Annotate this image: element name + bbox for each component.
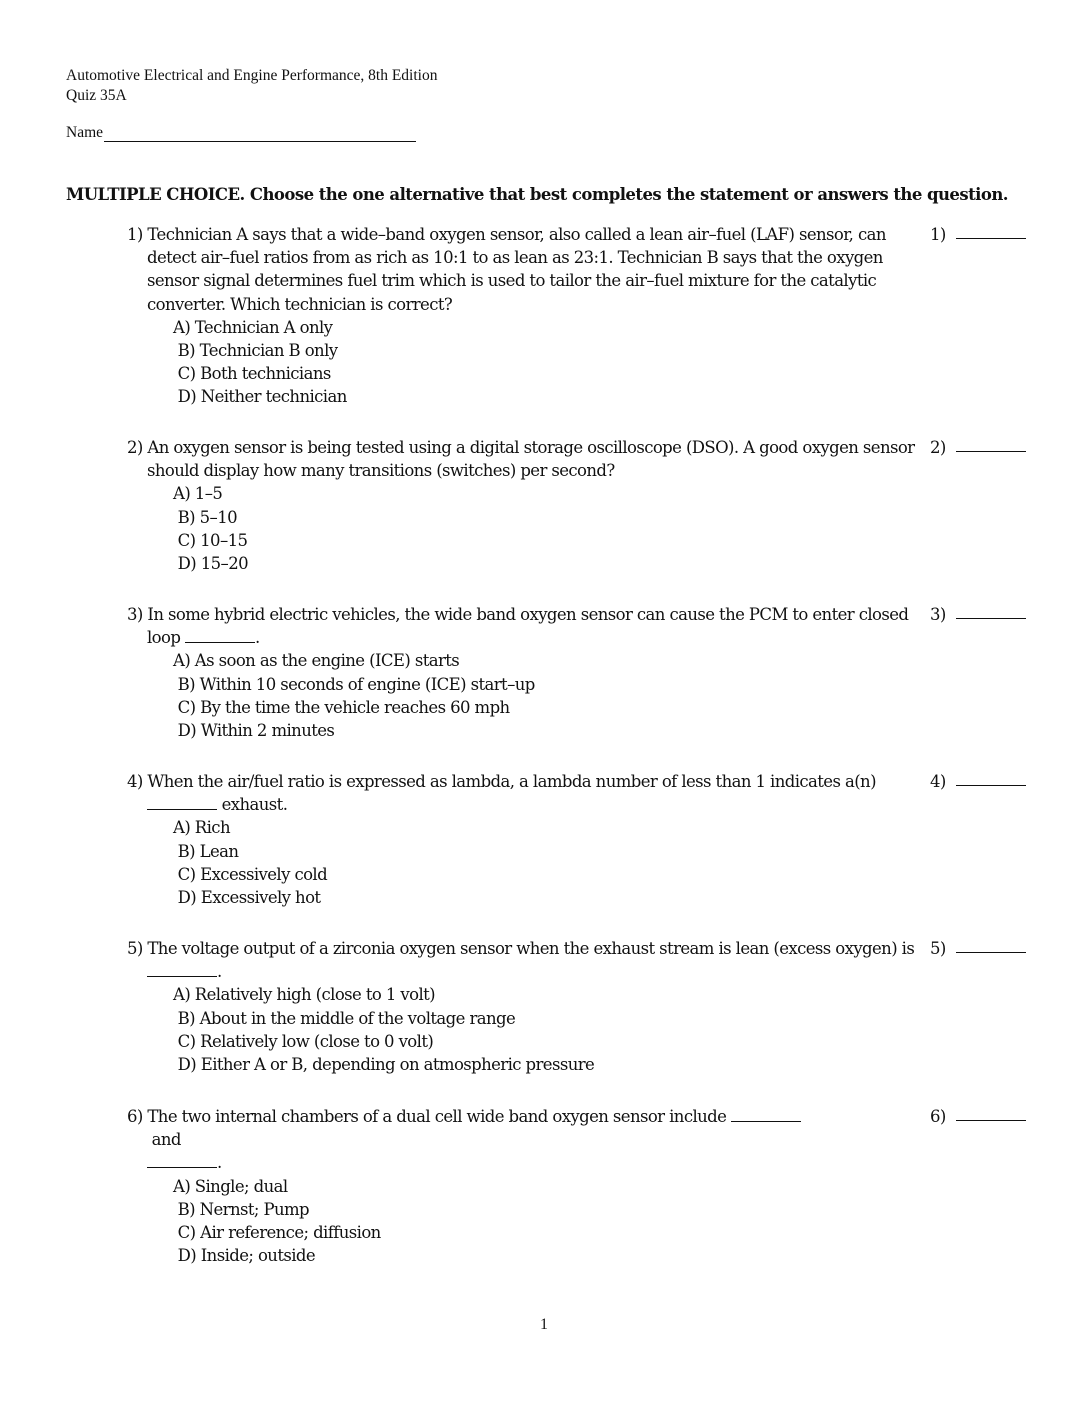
option-d[interactable]: D) Within 2 minutes: [173, 721, 335, 741]
answer-blank[interactable]: [956, 1120, 1026, 1121]
option-c[interactable]: C) Excessively cold: [173, 864, 328, 884]
question-text: 3) In some hybrid electric vehicles, the wide band oxygen sensor can cause the PCM to enter closed loop .: [127, 605, 909, 648]
question-4: [127, 770, 1027, 909]
option-d[interactable]: D) Excessively hot: [173, 888, 321, 908]
answer-number: 6): [930, 1107, 946, 1126]
fill-blank: [731, 1107, 801, 1122]
options-list: [173, 983, 1027, 1076]
option-b[interactable]: B) Technician B only: [173, 341, 338, 361]
option-c[interactable]: C) By the time the vehicle reaches 60 mph: [173, 697, 510, 717]
question-text: 6) The two internal chambers of a dual cell wide band oxygen sensor include and .: [127, 1105, 917, 1175]
instructions: MULTIPLE CHOICE. Choose the one alternative that best completes the statement or answers the question.: [66, 185, 1008, 204]
option-a[interactable]: A) 1–5: [173, 484, 223, 504]
options-list: [173, 649, 1027, 742]
answer-number: 5): [930, 939, 946, 958]
option-b[interactable]: B) Nernst; Pump: [173, 1199, 310, 1219]
option-c[interactable]: C) Both technicians: [173, 364, 331, 384]
question-5: [127, 937, 1027, 1076]
option-d[interactable]: D) 15–20: [173, 554, 248, 574]
name-field-row: [66, 124, 416, 142]
option-a[interactable]: A) Single; dual: [173, 1176, 288, 1196]
option-d[interactable]: D) Inside; outside: [173, 1246, 316, 1266]
fill-blank: [185, 628, 255, 643]
answer-blank[interactable]: [956, 618, 1026, 619]
option-a[interactable]: A) As soon as the engine (ICE) starts: [173, 651, 460, 671]
question-text: 2) An oxygen sensor is being tested using a digital storage oscilloscope (DSO). A good oxygen sensor should display how many transitions (switches) per second?: [127, 438, 915, 481]
options-list: [173, 316, 1027, 409]
option-b[interactable]: B) About in the middle of the voltage range: [173, 1008, 516, 1028]
option-b[interactable]: B) Lean: [173, 841, 239, 861]
options-list: [173, 816, 1027, 909]
question-text: 1) Technician A says that a wide–band oxygen sensor, also called a lean air–fuel (LAF) sensor, can detect air–fuel ratios from as rich as 10:1 to as lean as 23:1. Technician B says that the oxygen sensor signal determines fuel trim which is used to tailor the air–fuel mixture for the catalytic converter. Which technician is correct?: [127, 225, 886, 314]
option-a[interactable]: A) Rich: [173, 818, 230, 838]
option-b[interactable]: B) Within 10 seconds of engine (ICE) start–up: [173, 674, 535, 694]
answer-blank[interactable]: [956, 785, 1026, 786]
question-3: [127, 603, 1027, 742]
fill-blank: [147, 795, 217, 810]
options-list: [173, 1175, 1027, 1268]
answer-blank[interactable]: [956, 451, 1026, 452]
question-1: [127, 223, 1027, 409]
option-c[interactable]: C) Air reference; diffusion: [173, 1223, 381, 1243]
question-6: [127, 1105, 1027, 1267]
fill-blank: [147, 1153, 217, 1168]
option-b[interactable]: B) 5–10: [173, 507, 237, 527]
option-c[interactable]: C) 10–15: [173, 530, 248, 550]
course-title: Automotive Electrical and Engine Performance, 8th Edition: [66, 67, 438, 84]
answer-number: 4): [930, 772, 946, 791]
option-a[interactable]: A) Technician A only: [173, 317, 333, 337]
fill-blank: [147, 962, 217, 977]
page-number: 1: [540, 1316, 548, 1333]
document-header: [66, 66, 437, 106]
question-2: [127, 436, 1027, 575]
question-text: 4) When the air/fuel ratio is expressed as lambda, a lambda number of less than 1 indicates a(n) exhaust.: [127, 772, 876, 815]
option-d[interactable]: D) Neither technician: [173, 387, 347, 407]
option-c[interactable]: C) Relatively low (close to 0 volt): [173, 1031, 434, 1051]
answer-blank[interactable]: [956, 952, 1026, 953]
option-d[interactable]: D) Either A or B, depending on atmospheric pressure: [173, 1055, 595, 1075]
answer-number: 1): [930, 225, 946, 244]
name-label: Name: [66, 124, 104, 141]
option-a[interactable]: A) Relatively high (close to 1 volt): [173, 985, 435, 1005]
name-input-line[interactable]: [104, 125, 416, 142]
options-list: [173, 482, 1027, 575]
quiz-title: Quiz 35A: [66, 87, 127, 104]
answer-number: 3): [930, 605, 946, 624]
answer-blank[interactable]: [956, 238, 1026, 239]
question-text: 5) The voltage output of a zirconia oxygen sensor when the exhaust stream is lean (excess oxygen) is .: [127, 939, 915, 982]
answer-number: 2): [930, 438, 946, 457]
